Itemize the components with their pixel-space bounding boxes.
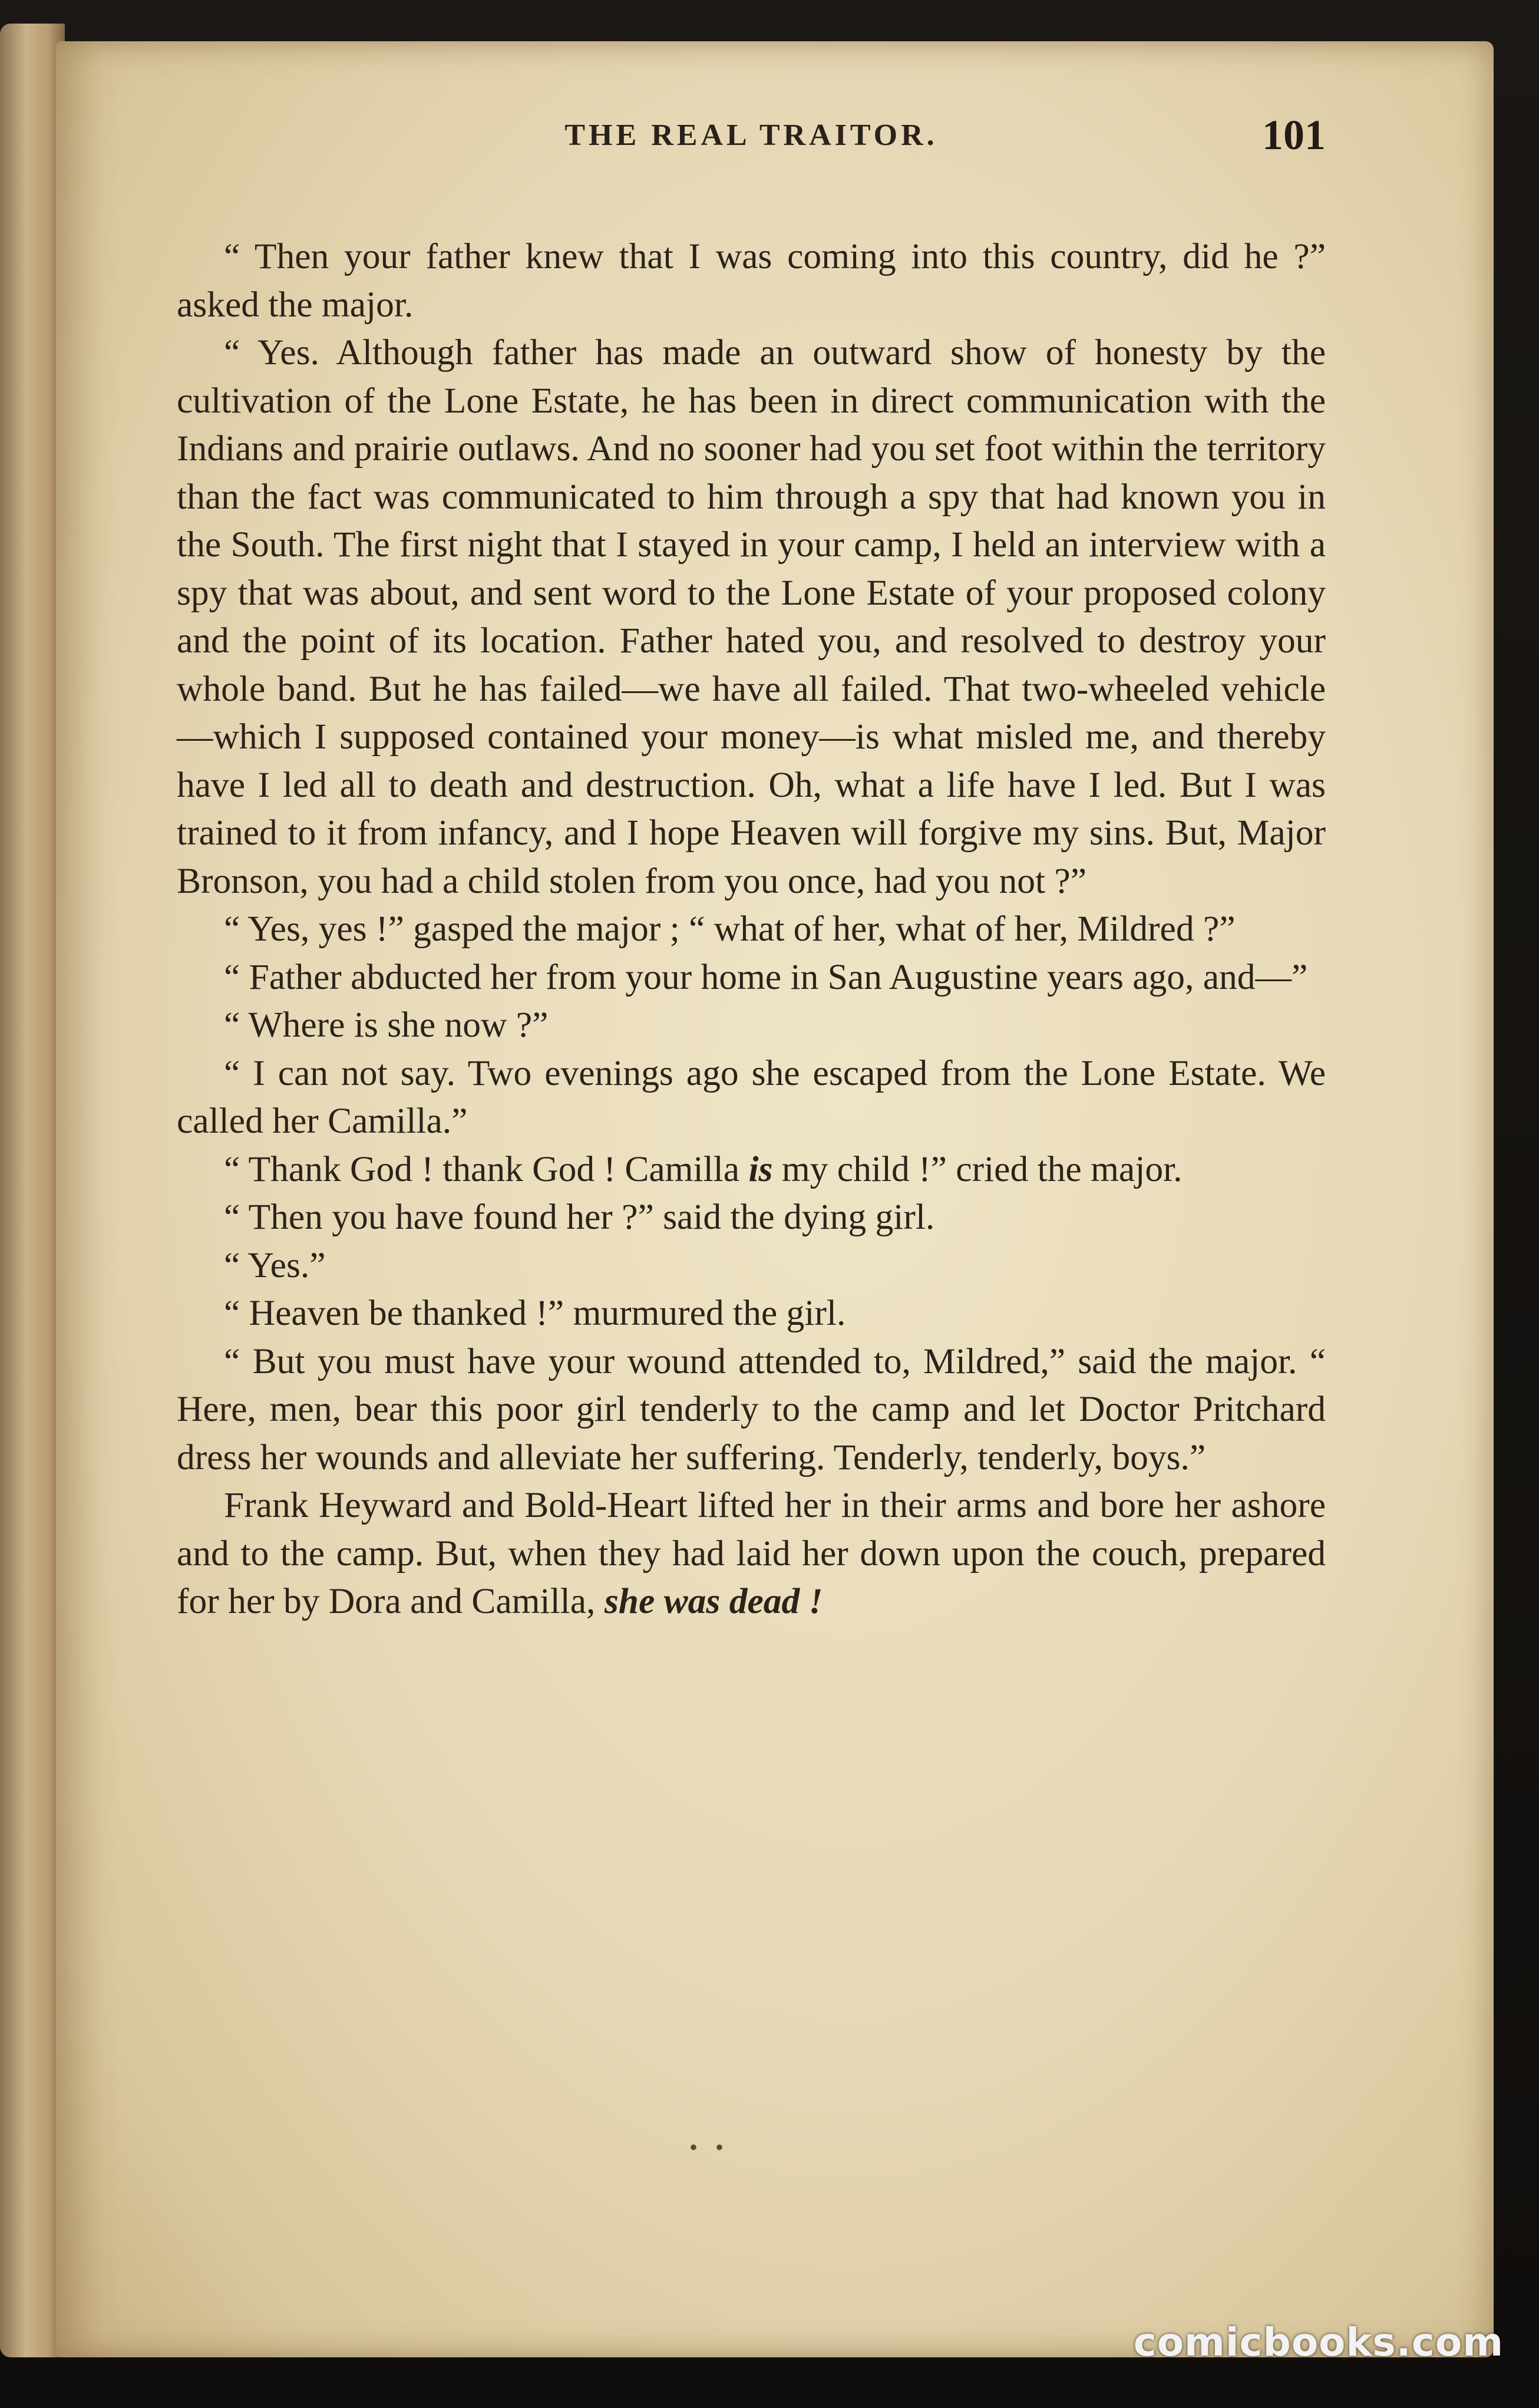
emphasis: she was dead ! [604, 1581, 823, 1621]
book-spine-edge [0, 24, 65, 2357]
paragraph: “ Yes. Although father has made an outward show of honesty by the cultivation of the Lone Estate, he has been in direct communication with the Indians and prairie outlaws. And no sooner had you set foot within the territory than the fact was communicated to him through a spy that had known you in the South. The first night that I stayed in your camp, I held an interview with a spy that was about, and sent word to the Lone Estate of your proposed colony and the point of its location. Father hated you, and resolved to destroy your whole band. But he has failed—we have all failed. That two-wheeled vehicle—which I supposed contained your money—is what misled me, and thereby have I led all to death and destruction. Oh, what a life have I led. But I was trained to it from infancy, and I hope Heaven will forgive my sins. But, Major Bronson, you had a child stolen from you once, had you not ?” [177, 332, 1326, 901]
running-head [177, 100, 1326, 159]
text-run: Frank Heyward and Bold-Heart lifted her in their arms and bore her ashore and to the camp. But, when they had laid her down upon the couch, prepared for her by Dora and Camilla, [177, 1485, 1326, 1621]
paragraph: “ Yes.” [224, 1245, 326, 1285]
running-title: THE REAL TRAITOR. [564, 118, 938, 152]
body-text [177, 233, 1326, 1626]
paragraph: “ Heaven be thanked !” murmured the girl. [224, 1293, 846, 1333]
paragraph: “ But you must have your wound attended to, Mildred,” said the major. “ Here, men, bear this poor girl tenderly to the camp and let Doctor Pritchard dress her wounds and alleviate her suffering. Tenderly, tenderly, boys.” [177, 1341, 1326, 1477]
paragraph: “ Father abducted her from your home in San Augustine years ago, and—” [224, 956, 1308, 997]
paragraph: “ Then your father knew that I was coming into this country, did he ?” asked the major. [177, 236, 1326, 325]
paragraph: “ Then you have found her ?” said the dying girl. [224, 1197, 935, 1237]
paragraph [177, 1146, 1326, 1194]
paragraph: “ Yes, yes !” gasped the major ; “ what of her, what of her, Mildred ?” [224, 909, 1236, 949]
emphasis: is [748, 1149, 773, 1189]
watermark: comicbooks.com [1133, 2320, 1504, 2365]
text-run: “ Thank God ! thank God ! Camilla [224, 1149, 749, 1189]
paragraph: “ Where is she now ?” [224, 1005, 549, 1045]
text-run: my child !” cried the major. [772, 1149, 1183, 1189]
page-number: 101 [1262, 111, 1326, 159]
paragraph: “ I can not say. Two evenings ago she escaped from the Lone Estate. We called her Camilla.” [177, 1053, 1326, 1141]
footer-mark: • • [689, 2134, 730, 2160]
paragraph [177, 1482, 1326, 1626]
